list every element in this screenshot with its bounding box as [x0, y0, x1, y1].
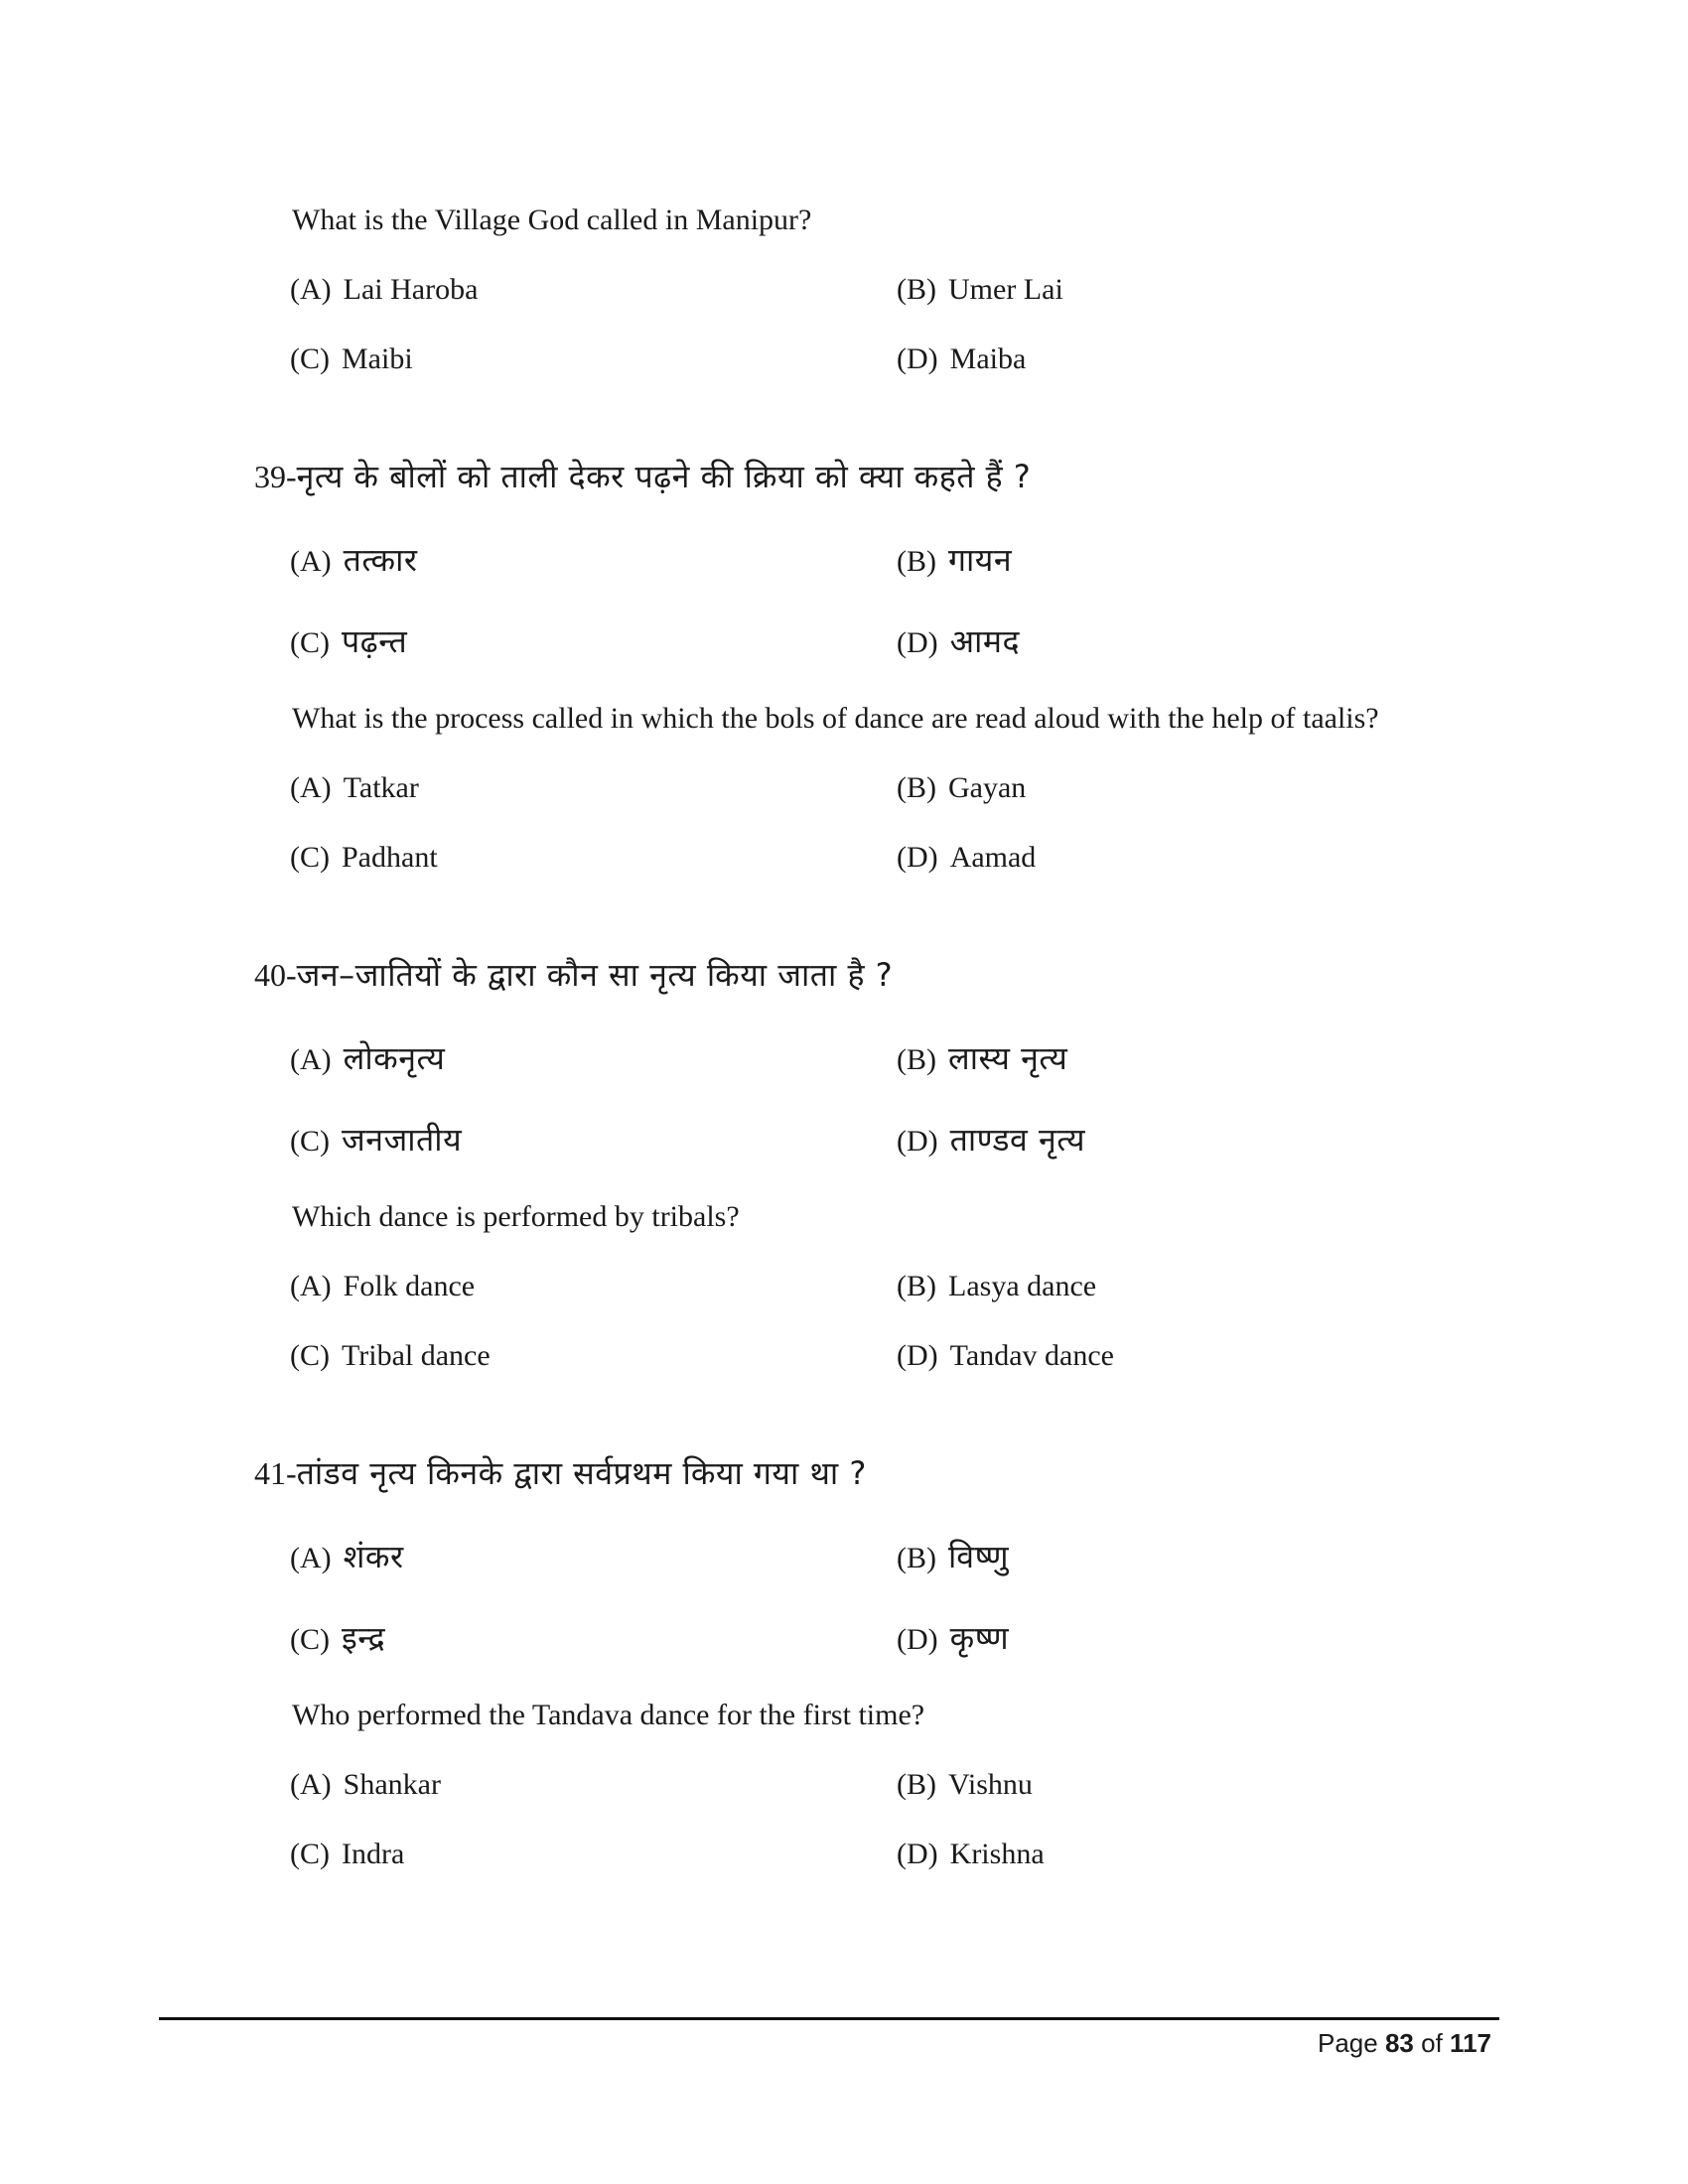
q39-en-option-c	[290, 838, 438, 878]
option-letter: (C)	[290, 1339, 330, 1372]
q39-hi-option-d	[897, 621, 1020, 663]
page-counter	[1318, 2025, 1491, 2061]
option-letter: (A)	[290, 545, 332, 578]
option-text: Tatkar	[343, 771, 419, 804]
option-text: जनजातीय	[342, 1121, 463, 1159]
q41-en-option-c	[290, 1835, 404, 1874]
option-letter: (B)	[897, 1043, 936, 1076]
q38-en-option-d	[897, 340, 1026, 379]
q39-en-option-b	[897, 768, 1026, 808]
option-text: Umer Lai	[948, 273, 1063, 306]
option-letter: (C)	[290, 1838, 330, 1870]
total-pages-number: 117	[1450, 2028, 1491, 2058]
option-letter: (B)	[897, 1768, 936, 1801]
option-letter: (D)	[897, 1339, 938, 1372]
q39-en-stem: What is the process called in which the bols of dance are read aloud with the help of taalis?	[292, 702, 1379, 735]
q40-hi-option-d	[897, 1120, 1085, 1161]
q38-en-stem: What is the Village God called in Manipur?	[292, 204, 812, 236]
option-text: इन्द्र	[342, 1619, 386, 1657]
option-text: Gayan	[948, 771, 1027, 804]
q39-en-option-d	[897, 838, 1036, 878]
option-text: Lasya dance	[948, 1270, 1097, 1302]
option-text: लोकनृत्य	[343, 1039, 446, 1077]
q40-en-option-c	[290, 1336, 491, 1376]
option-letter: (D)	[897, 342, 938, 375]
question-number: 41-	[254, 1455, 297, 1491]
option-text: Krishna	[949, 1838, 1045, 1870]
option-letter: (A)	[290, 771, 332, 804]
option-text: आमद	[949, 622, 1020, 660]
option-letter: (C)	[290, 1125, 330, 1158]
option-letter: (B)	[897, 545, 936, 578]
q38-en-option-a	[290, 270, 478, 310]
q40-hi-option-c	[290, 1120, 462, 1161]
q41-en-option-b	[897, 1765, 1033, 1805]
option-text: गायन	[948, 541, 1013, 579]
q41-hi-option-a	[290, 1537, 404, 1578]
q41-hi-stem: तांडव नृत्य किनके द्वारा सर्वप्रथम किया गया था ?	[296, 1454, 867, 1492]
option-letter: (C)	[290, 841, 330, 874]
q38-en-option-c	[290, 340, 413, 379]
option-text: Indra	[342, 1838, 405, 1870]
option-letter: (D)	[897, 626, 938, 659]
option-text: Tandav dance	[949, 1339, 1114, 1372]
option-text: तत्कार	[343, 541, 418, 579]
current-page-number: 83	[1384, 2028, 1414, 2058]
option-text: Maiba	[949, 342, 1027, 375]
q40-en-option-d	[897, 1336, 1114, 1376]
q40-hi-option-b	[897, 1038, 1067, 1080]
q39-hi-option-c	[290, 621, 407, 663]
option-text: विष्णु	[948, 1538, 1010, 1575]
q39-hi-question	[254, 457, 1031, 498]
q39-hi-option-a	[290, 540, 418, 582]
option-letter: (B)	[897, 771, 936, 804]
q39-hi-stem: नृत्य के बोलों को ताली देकर पढ़ने की क्रिया को क्या कहते हैं ?	[296, 458, 1032, 495]
option-letter: (B)	[897, 1270, 936, 1302]
option-letter: (A)	[290, 1270, 332, 1302]
option-text: Tribal dance	[342, 1339, 491, 1372]
q39-hi-option-b	[897, 540, 1012, 582]
option-text: Aamad	[949, 841, 1037, 874]
option-letter: (B)	[897, 1542, 936, 1574]
q38-en-option-b	[897, 270, 1063, 310]
option-text: शंकर	[343, 1538, 404, 1575]
q41-en-option-d	[897, 1835, 1045, 1874]
option-letter: (C)	[290, 626, 330, 659]
q39-en-option-a	[290, 768, 419, 808]
footer-divider	[159, 2017, 1499, 2020]
q40-hi-stem: जन–जातियों के द्वारा कौन सा नृत्य किया जाता है ?	[296, 956, 894, 994]
q40-hi-question	[254, 955, 893, 997]
option-text: लास्य नृत्य	[948, 1039, 1068, 1077]
option-letter: (A)	[290, 273, 332, 306]
q41-hi-option-c	[290, 1618, 385, 1660]
option-text: कृष्ण	[949, 1619, 1010, 1657]
option-letter: (A)	[290, 1542, 332, 1574]
option-text: ताण्डव नृत्य	[949, 1121, 1086, 1159]
option-text: Vishnu	[948, 1768, 1033, 1801]
q41-hi-question	[254, 1453, 867, 1495]
q40-en-stem: Which dance is performed by tribals?	[292, 1200, 740, 1233]
option-letter: (D)	[897, 1838, 938, 1870]
option-text: Lai Haroba	[343, 273, 479, 306]
q41-hi-option-d	[897, 1618, 1009, 1660]
question-number: 40-	[254, 957, 297, 993]
q41-en-option-a	[290, 1765, 441, 1805]
option-letter: (D)	[897, 1125, 938, 1158]
option-letter: (C)	[290, 342, 330, 375]
option-letter: (C)	[290, 1623, 330, 1656]
option-letter: (A)	[290, 1043, 332, 1076]
option-letter: (A)	[290, 1768, 332, 1801]
option-text: Maibi	[342, 342, 413, 375]
q40-en-option-b	[897, 1267, 1096, 1306]
q41-en-stem: Who performed the Tandava dance for the first time?	[292, 1699, 925, 1731]
option-letter: (B)	[897, 273, 936, 306]
option-text: पढ़न्त	[342, 622, 408, 660]
option-letter: (D)	[897, 1623, 938, 1656]
of-word: of	[1421, 2028, 1443, 2058]
question-number: 39-	[254, 459, 297, 494]
option-text: Padhant	[342, 841, 438, 874]
option-letter: (D)	[897, 841, 938, 874]
page-word: Page	[1318, 2028, 1378, 2058]
option-text: Shankar	[343, 1768, 441, 1801]
q40-hi-option-a	[290, 1038, 445, 1080]
option-text: Folk dance	[343, 1270, 476, 1302]
q40-en-option-a	[290, 1267, 475, 1306]
q41-hi-option-b	[897, 1537, 1009, 1578]
